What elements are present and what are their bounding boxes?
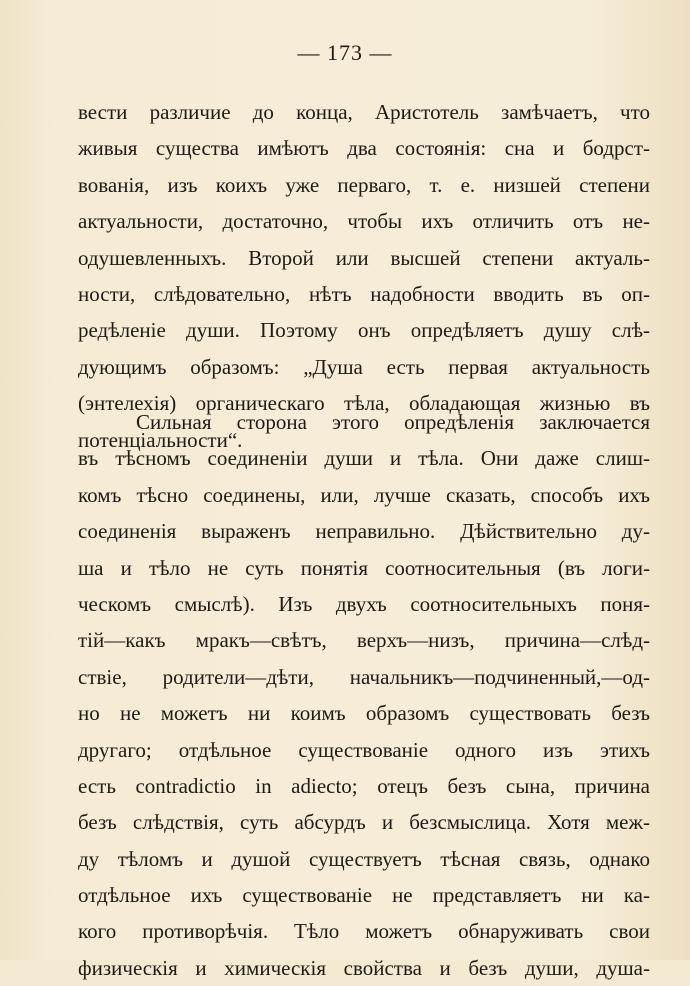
paragraph-2 <box>78 404 650 986</box>
text-line: но не можетъ ни коимъ образомъ существовать безъ <box>78 701 650 726</box>
text-line: редѣленіе души. Поэтому онъ опредѣляетъ душу слѣ- <box>78 318 650 343</box>
text-line: въ тѣсномъ соединеніи души и тѣла. Они даже слиш- <box>78 446 650 471</box>
text-line: ности, слѣдовательно, нѣтъ надобности вводить въ оп- <box>78 281 650 306</box>
text-line: потенціальности“. <box>78 427 243 452</box>
text-line: безъ слѣдствія, суть абсурдъ и безсмыслица. Хотя меж- <box>78 810 650 835</box>
text-line: дующимъ образомъ: „Душа есть первая актуальность <box>78 354 650 379</box>
text-line: ствіе, родители—дѣти, начальникъ—подчиненный,—од- <box>78 664 650 689</box>
text-line: другаго; отдѣльное существованіе одного изъ этихъ <box>78 737 650 762</box>
text-line: есть contradictio in adiecto; отецъ безъ сына, причина <box>78 773 650 798</box>
text-line: отдѣльное ихъ существованіе не представляетъ ни ка- <box>78 883 650 908</box>
text-line: живыя существа имѣютъ два состоянія: сна и бодрст- <box>78 136 650 161</box>
text-line: (энтелехія) органическаго тѣла, обладающая жизнью въ <box>78 391 650 416</box>
text-line: вести различие до конца, Аристотель замѣчаетъ, что <box>78 100 650 124</box>
text-line: кого противорѣчія. Тѣло можетъ обнаруживать свои <box>78 919 650 944</box>
page-number: — 173 — <box>297 40 393 65</box>
text-line: одушевленныхъ. Второй или высшей степени актуаль- <box>78 245 650 270</box>
text-line: комъ тѣсно соединены, или, лучше сказать, способъ ихъ <box>78 482 650 507</box>
text-line: ду тѣломъ и душой существуетъ тѣсная связь, однако <box>78 846 650 871</box>
text-line: Сильная сторона этого опредѣленія заключается <box>136 410 650 434</box>
text-line: физическія и химическія свойства и безъ души, душа- <box>78 955 650 980</box>
text-line: ша и тѣло не суть понятія соотносительныя (въ логи- <box>78 555 650 580</box>
text-line: ческомъ смыслѣ). Изъ двухъ соотносительныхъ поня- <box>78 591 650 616</box>
text-line: соединенія выраженъ неправильно. Дѣйствительно ду- <box>78 519 650 544</box>
text-line: актуальности, достаточно, чтобы ихъ отличить отъ не- <box>78 209 650 234</box>
text-line: тій—какъ мракъ—свѣтъ, верхъ—низъ, причина—слѣд- <box>78 628 650 653</box>
text-line: вованія, изъ коихъ уже перваго, т. е. низшей степени <box>78 172 650 197</box>
